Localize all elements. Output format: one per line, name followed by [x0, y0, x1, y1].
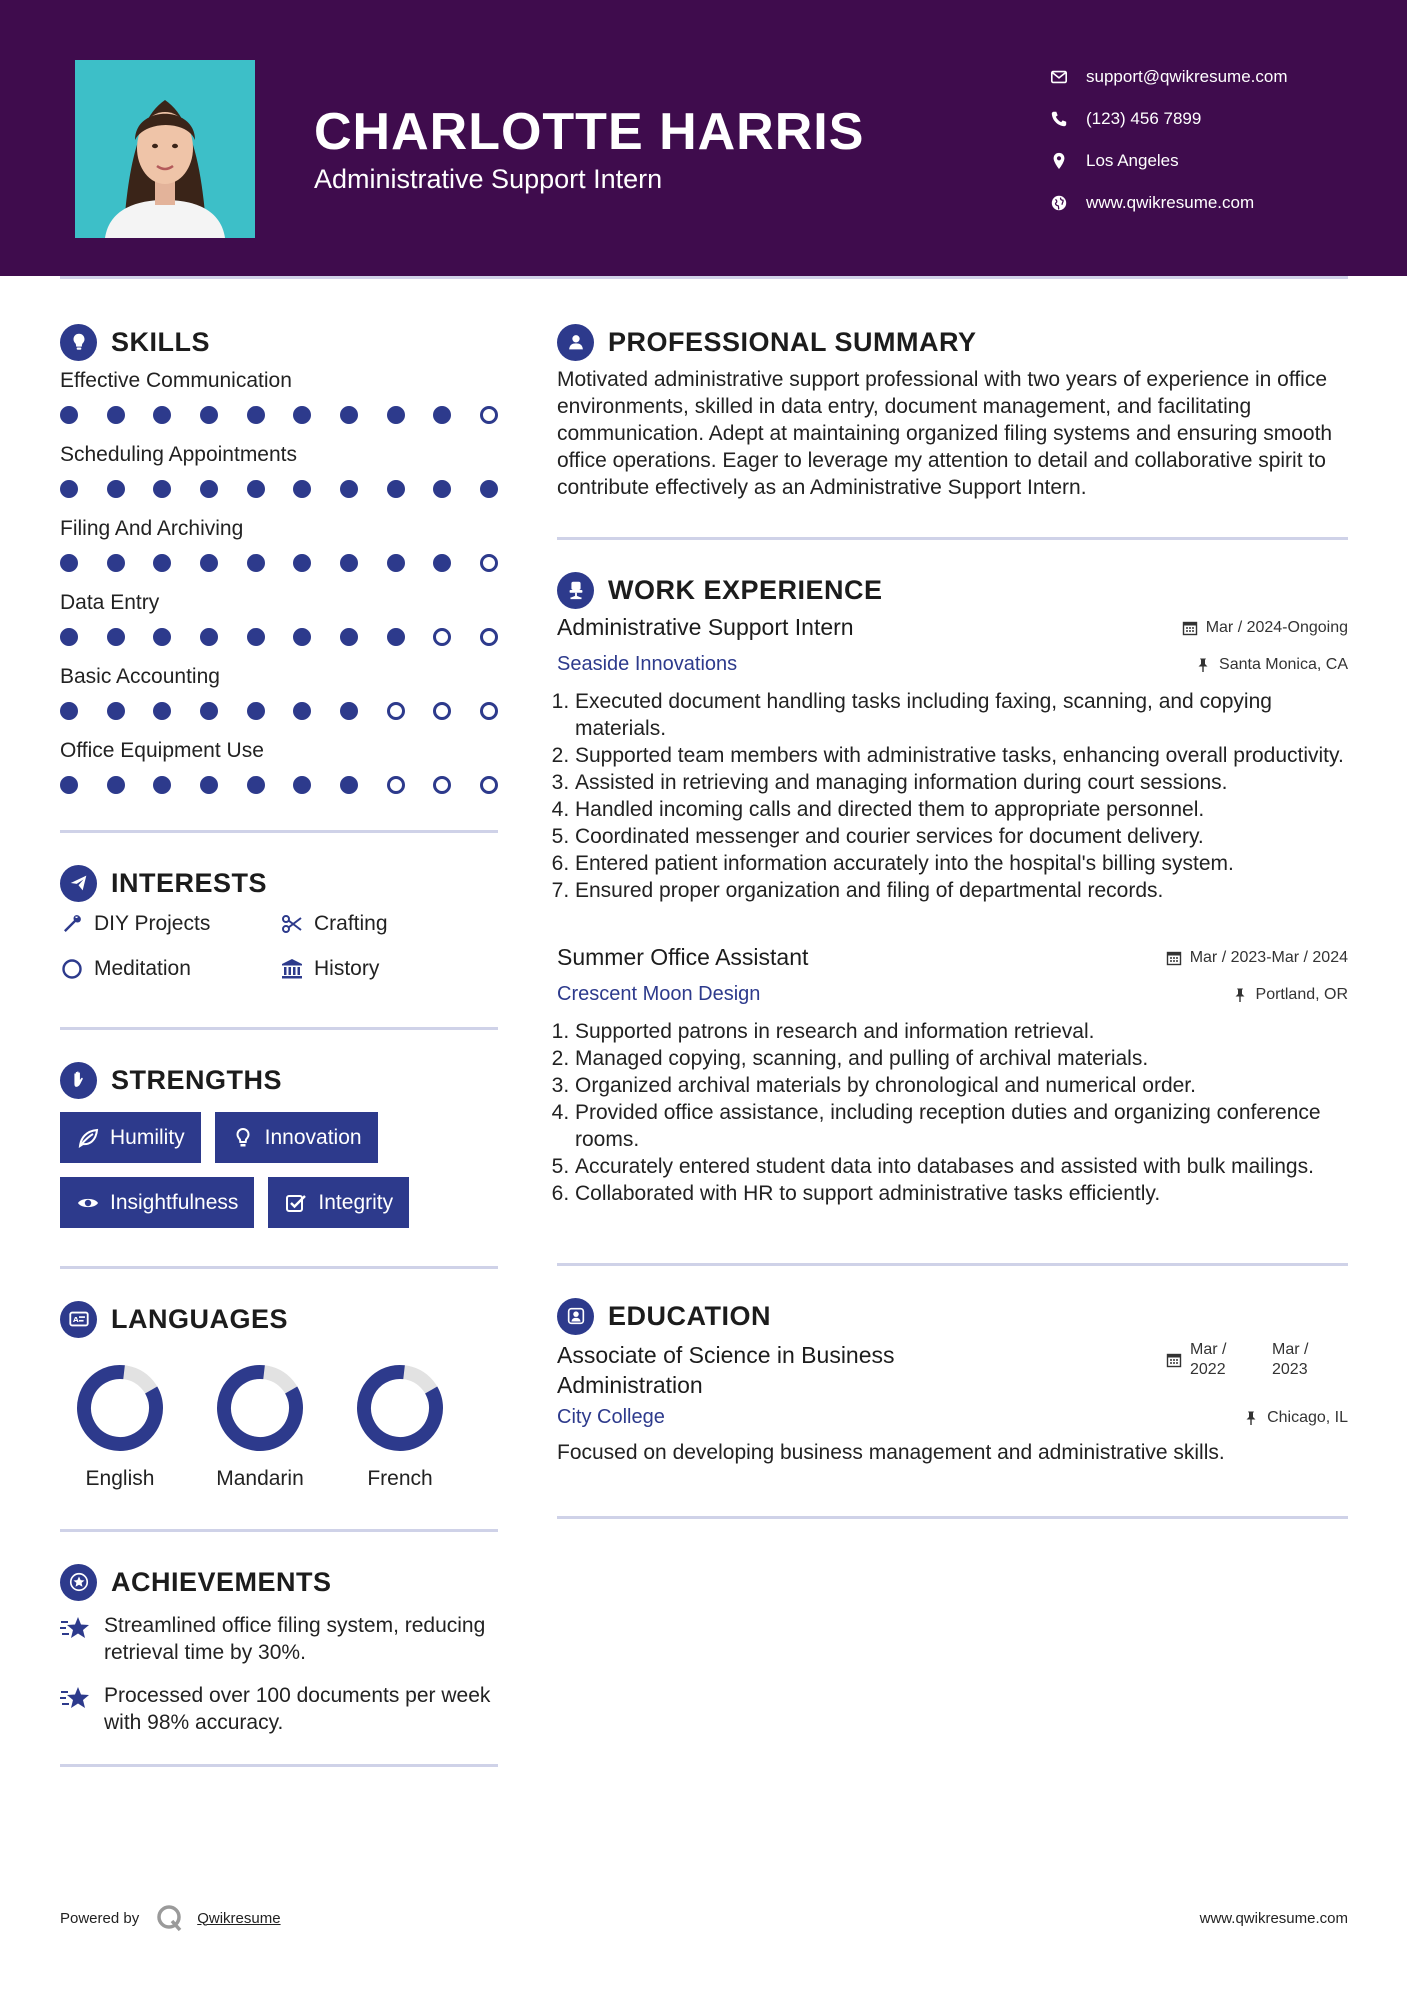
section-title: STRENGTHS: [111, 1064, 283, 1095]
language-item: [355, 1363, 445, 1491]
header-divider: [60, 276, 1348, 279]
section-title: LANGUAGES: [111, 1303, 289, 1334]
brand-link[interactable]: Qwikresume: [197, 1909, 281, 1927]
contact-email[interactable]: [1050, 56, 1288, 98]
checkbox-icon: [284, 1191, 308, 1215]
globe-icon: [1050, 194, 1068, 212]
strength-tag: [60, 1177, 254, 1228]
lightbulb-icon: [231, 1126, 255, 1150]
skills-list: [60, 366, 498, 810]
powered-by: [60, 1903, 281, 1933]
star-icon: [60, 1614, 92, 1644]
job-location: [1232, 986, 1348, 1004]
strength-tag: [60, 1112, 201, 1163]
section-title: ACHIEVEMENTS: [111, 1566, 332, 1597]
interest-label: DIY Projects: [94, 911, 211, 935]
rating-dot-filled: [200, 554, 218, 572]
interests-list: [60, 907, 498, 985]
rating-dot-empty: [387, 702, 405, 720]
job-bullet: 4. Handled incoming calls and directed them to appropriate personnel.: [575, 796, 1348, 823]
lightbulb-icon: [60, 324, 97, 361]
rating-dot-filled: [153, 702, 171, 720]
skill-rating: [60, 766, 498, 810]
job-subheader: [557, 983, 1348, 1006]
contact-text: support@qwikresume.com: [1086, 67, 1288, 86]
education-start-year: 2022: [1190, 1361, 1226, 1378]
education-start: [1190, 1340, 1272, 1380]
rating-dot-filled: [153, 554, 171, 572]
calendar-icon: [1166, 1352, 1182, 1368]
section-title: EDUCATION: [608, 1300, 771, 1331]
qwikresume-logo-icon: [155, 1903, 185, 1933]
language-ring: [355, 1363, 445, 1453]
strength-tag: [215, 1112, 378, 1163]
achievements-list: [60, 1612, 498, 1736]
job-bullets: [557, 688, 1348, 904]
job-dates: [1182, 619, 1348, 637]
education-degree: Associate of Science in Business Administration: [557, 1342, 895, 1398]
skills-heading: [60, 322, 498, 362]
education-end-year: 2023: [1272, 1361, 1308, 1378]
job-location: [1195, 656, 1348, 674]
ring-fill: [355, 1363, 445, 1453]
rating-dot-filled: [200, 406, 218, 424]
pin-icon: [1232, 987, 1248, 1003]
skill-rating: [60, 618, 498, 662]
skill-rating: [60, 470, 498, 514]
ring-fill: [75, 1363, 165, 1453]
skill-rating: [60, 396, 498, 440]
calendar-icon: [1166, 950, 1182, 966]
rating-dot-empty: [433, 628, 451, 646]
contact-phone[interactable]: [1050, 98, 1288, 140]
job-entry: [557, 944, 1348, 1207]
strengths-heading: [60, 1060, 498, 1100]
section-divider: [557, 1516, 1348, 1519]
interest-item: [60, 952, 280, 985]
job-role: Administrative Support Intern: [557, 614, 854, 640]
job-bullet: 6. Entered patient information accurately into the hospital's billing system.: [575, 850, 1348, 877]
job-company: Seaside Innovations: [557, 653, 738, 675]
star-badge-icon: [60, 1564, 97, 1601]
header: [0, 0, 1407, 276]
ring-fill: [215, 1363, 305, 1453]
rating-dot-filled: [340, 480, 358, 498]
education-header: [557, 1340, 1348, 1400]
location-icon: [1050, 152, 1068, 170]
job-bullet: 2. Supported team members with administrative tasks, enhancing overall productivity.: [575, 742, 1348, 769]
education-location-text: Chicago, IL: [1267, 1408, 1348, 1426]
rating-dot-filled: [107, 406, 125, 424]
rating-dot-empty: [433, 702, 451, 720]
rating-dot-filled: [200, 702, 218, 720]
rating-dot-filled: [293, 480, 311, 498]
interest-item: [60, 907, 280, 940]
summary-heading: [557, 322, 1348, 362]
rating-dot-filled: [340, 628, 358, 646]
education-dates: [1166, 1340, 1348, 1380]
job-bullet: 1. Executed document handling tasks including faxing, scanning, and copying materials.: [575, 688, 1348, 742]
rating-dot-filled: [340, 776, 358, 794]
rating-dot-filled: [153, 406, 171, 424]
job-dates-text: Mar / 2023-Mar / 2024: [1189, 948, 1348, 966]
calendar-icon: [1182, 620, 1198, 636]
rating-dot-filled: [480, 480, 498, 498]
language-label: Mandarin: [216, 1467, 304, 1490]
footer: [60, 1898, 1348, 1938]
education-location: [1243, 1409, 1348, 1427]
rating-dot-filled: [60, 554, 78, 572]
job-bullet: 5. Coordinated messenger and courier services for document delivery.: [575, 823, 1348, 850]
education-end-month: Mar /: [1272, 1341, 1309, 1358]
rating-dot-filled: [247, 554, 265, 572]
interests-heading: [60, 863, 498, 903]
rating-dot-filled: [293, 406, 311, 424]
avatar-icon: [75, 60, 255, 238]
job-header: [557, 944, 1348, 971]
education-description: Focused on developing business management and administrative skills.: [557, 1441, 1225, 1464]
wrench-icon: [60, 912, 84, 936]
rating-dot-filled: [387, 406, 405, 424]
job-bullet: 4. Provided office assistance, including reception duties and organizing conference rooms.: [575, 1099, 1348, 1153]
rating-dot-filled: [60, 776, 78, 794]
achievement-text: Streamlined office filing system, reducing retrieval time by 30%.: [104, 1614, 486, 1664]
scissors-icon: [280, 912, 304, 936]
skill-name: Scheduling Appointments: [60, 443, 297, 466]
id-card-icon: [60, 1301, 97, 1338]
contact-text: www.qwikresume.com: [1086, 193, 1255, 212]
achievement-text: Processed over 100 documents per week with 98% accuracy.: [104, 1684, 491, 1734]
job-company: Crescent Moon Design: [557, 983, 761, 1005]
education-school: City College: [557, 1406, 665, 1428]
job-location-text: Santa Monica, CA: [1219, 655, 1348, 673]
rating-dot-filled: [200, 776, 218, 794]
job-subheader: [557, 653, 1348, 676]
rating-dot-filled: [153, 628, 171, 646]
job-bullet: 6. Collaborated with HR to support administrative tasks efficiently.: [575, 1180, 1348, 1207]
interest-label: Crafting: [314, 911, 388, 935]
pin-icon: [1195, 657, 1211, 673]
strengths-list: [60, 1112, 498, 1228]
powered-by-text: Powered by: [60, 1909, 140, 1927]
star-icon: [60, 1684, 92, 1714]
language-ring: [215, 1363, 305, 1453]
paper-plane-icon: [60, 865, 97, 902]
contact-text: Los Angeles: [1086, 151, 1179, 170]
job-dates: [1166, 949, 1348, 967]
strength-label: Innovation: [264, 1125, 362, 1149]
rating-dot-empty: [480, 702, 498, 720]
pin-icon: [1243, 1410, 1259, 1426]
rating-dot-filled: [60, 702, 78, 720]
phone-icon: [1050, 110, 1068, 128]
rating-dot-filled: [107, 554, 125, 572]
strength-label: Humility: [110, 1125, 185, 1149]
office-chair-icon: [557, 572, 594, 609]
strength-label: Insightfulness: [110, 1190, 239, 1214]
rating-dot-filled: [200, 628, 218, 646]
skill-rating: [60, 544, 498, 588]
skill-name: Effective Communication: [60, 369, 292, 392]
right-column: [557, 322, 1348, 1519]
language-label: English: [85, 1467, 155, 1490]
rating-dot-filled: [293, 628, 311, 646]
rating-dot-filled: [293, 776, 311, 794]
rating-dot-filled: [340, 406, 358, 424]
section-title: PROFESSIONAL SUMMARY: [608, 326, 977, 357]
job-bullet: 2. Managed copying, scanning, and pulling of archival materials.: [575, 1045, 1348, 1072]
section-divider: [60, 1764, 498, 1767]
languages-list: [75, 1363, 445, 1491]
language-item: [75, 1363, 165, 1491]
education-start-month: Mar /: [1190, 1341, 1227, 1358]
rating-dot-empty: [480, 406, 498, 424]
hand-icon: [60, 1062, 97, 1099]
rating-dot-filled: [247, 702, 265, 720]
achievements-heading: [60, 1562, 498, 1602]
rating-dot-filled: [107, 480, 125, 498]
skill-rating: [60, 692, 498, 736]
rating-dot-filled: [153, 480, 171, 498]
rating-dot-filled: [107, 628, 125, 646]
svg-text:A: A: [72, 1315, 79, 1325]
skill-name: Data Entry: [60, 591, 160, 614]
job-role: Summer Office Assistant: [557, 944, 809, 970]
rating-dot-filled: [200, 480, 218, 498]
job-bullet: 3. Assisted in retrieving and managing information during court sessions.: [575, 769, 1348, 796]
interest-label: Meditation: [94, 956, 191, 980]
section-title: WORK EXPERIENCE: [608, 574, 883, 605]
footer-url[interactable]: www.qwikresume.com: [1199, 1909, 1348, 1927]
rating-dot-filled: [247, 628, 265, 646]
education-subheader: [557, 1406, 1348, 1429]
education-end: [1272, 1340, 1320, 1380]
section-title: INTERESTS: [111, 867, 268, 898]
strength-label: Integrity: [318, 1190, 394, 1214]
language-ring: [75, 1363, 165, 1453]
interest-item: [280, 952, 498, 985]
rating-dot-filled: [247, 406, 265, 424]
job-dates-text: Mar / 2024-Ongoing: [1205, 618, 1348, 636]
job-header: [557, 614, 1348, 641]
job-bullet: 7. Ensured proper organization and filing of departmental records.: [575, 877, 1348, 904]
rating-dot-filled: [433, 480, 451, 498]
interest-item: [280, 907, 498, 940]
museum-icon: [280, 957, 304, 981]
rating-dot-filled: [60, 406, 78, 424]
circle-icon: [60, 957, 84, 981]
rating-dot-filled: [107, 702, 125, 720]
rating-dot-empty: [387, 776, 405, 794]
profile-photo: [75, 60, 255, 238]
achievement-item: [60, 1682, 498, 1736]
achievement-item: [60, 1612, 498, 1666]
job-bullet: 3. Organized archival materials by chronological and numerical order.: [575, 1072, 1348, 1099]
rating-dot-filled: [60, 480, 78, 498]
rating-dot-filled: [433, 406, 451, 424]
rating-dot-filled: [433, 554, 451, 572]
experience-heading: [557, 570, 1348, 610]
eye-icon: [76, 1191, 100, 1215]
contact-location: [1050, 140, 1288, 182]
section-title: SKILLS: [111, 326, 211, 357]
skill-name: Basic Accounting: [60, 665, 220, 688]
candidate-name: CHARLOTTE HARRIS: [314, 103, 865, 161]
rating-dot-empty: [480, 554, 498, 572]
rating-dot-filled: [387, 480, 405, 498]
rating-dot-filled: [340, 554, 358, 572]
job-entry: [557, 614, 1348, 904]
graduate-icon: [557, 1298, 594, 1335]
strength-tag: [268, 1177, 409, 1228]
contact-text: (123) 456 7899: [1086, 109, 1202, 128]
candidate-title: Administrative Support Intern: [314, 164, 663, 194]
rating-dot-filled: [247, 480, 265, 498]
languages-heading: [60, 1299, 498, 1339]
rating-dot-filled: [247, 776, 265, 794]
rating-dot-filled: [387, 628, 405, 646]
rating-dot-filled: [387, 554, 405, 572]
contact-website[interactable]: [1050, 182, 1288, 224]
rating-dot-filled: [293, 554, 311, 572]
job-location-text: Portland, OR: [1255, 985, 1348, 1003]
job-bullet: 5. Accurately entered student data into databases and assisted with bulk mailings.: [575, 1153, 1348, 1180]
rating-dot-filled: [153, 776, 171, 794]
mail-icon: [1050, 68, 1068, 86]
rating-dot-empty: [433, 776, 451, 794]
language-label: French: [367, 1467, 433, 1490]
rating-dot-filled: [340, 702, 358, 720]
skill-name: Office Equipment Use: [60, 739, 264, 762]
rating-dot-filled: [60, 628, 78, 646]
language-item: [215, 1363, 305, 1491]
skill-name: Filing And Archiving: [60, 517, 244, 540]
left-column: [60, 322, 498, 1767]
rating-dot-empty: [480, 628, 498, 646]
contact-list: [1050, 56, 1288, 224]
leaf-icon: [76, 1126, 100, 1150]
rating-dot-empty: [480, 776, 498, 794]
job-bullets: [557, 1018, 1348, 1207]
education-heading: [557, 1296, 1348, 1336]
interest-label: History: [314, 956, 380, 980]
rating-dot-filled: [107, 776, 125, 794]
rating-dot-filled: [293, 702, 311, 720]
job-bullet: 1. Supported patrons in research and information retrieval.: [575, 1018, 1348, 1045]
summary-text: Motivated administrative support professional with two years of experience in office environments, skilled in data entry, document management, and facilitating communication. Adept at maintaining organized filing systems and ensuring smooth office operations. Eager to leverage my attention to detail and collaborative spirit to contribute effectively as an Administrative Support Intern.: [557, 368, 1333, 499]
user-icon: [557, 324, 594, 361]
